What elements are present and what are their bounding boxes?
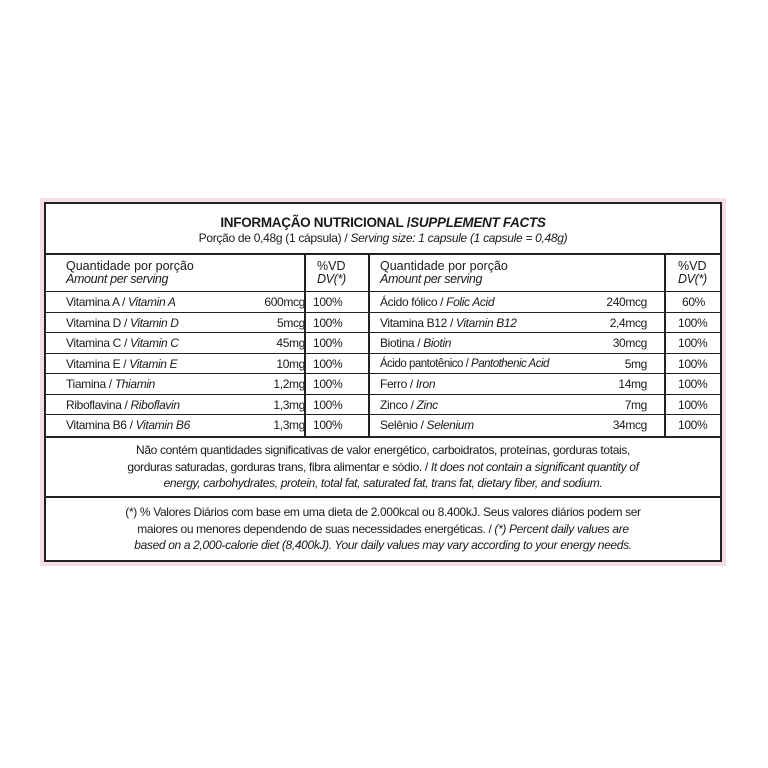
nutrient-name: Vitamina D / Vitamin D [66,315,179,330]
nutrient-name: Ácido pantotênico / Pantothenic Acid [380,357,549,370]
note-line: Não contém quantidades significativas de valor energético, carboidratos, proteínas, gorduras totais, [136,443,630,457]
nutrient-dv: 100% [313,356,343,371]
nutrient-amount: 1,3mg [273,418,305,432]
nutrient-dv: 60% [682,295,705,309]
nutrient-name: Vitamina A / Vitamin A [66,295,176,309]
note-divider [46,496,720,498]
table-row [46,332,720,354]
nutrient-dv: 100% [313,315,343,330]
nutrient-amount: 14mg [618,377,647,391]
facts-title [46,215,720,230]
nutrient-amount: 5mcg [277,315,305,330]
nutrient-name: Ácido fólico / Folic Acid [380,295,495,309]
nutrient-name: Vitamina B12 / Vitamin B12 [380,315,517,330]
nutrient-amount: 2,4mcg [609,315,647,330]
nutrient-amount: 1,2mg [273,377,305,391]
serving-size [46,231,720,245]
qty-header-pt: Quantidade por porção [66,259,194,273]
nutrient-dv: 100% [678,397,708,412]
nutrient-dv: 100% [678,356,708,371]
table-row [46,291,720,313]
dv-header-pt: %VD [317,259,346,273]
title-english: SUPPLEMENT FACTS [410,215,546,230]
note-line: gorduras saturadas, gorduras trans, fibra alimentar e sódio. / It does not contain a significant quantity of [127,459,639,474]
serving-portuguese: Porção de 0,48g (1 cápsula) / [198,231,348,245]
nutrient-name: Vitamina B6 / Vitamin B6 [66,418,190,432]
title-portuguese: INFORMAÇÃO NUTRICIONAL / [220,215,411,230]
nutrient-dv: 100% [313,418,343,432]
dv-header-pt: %VD [678,259,707,273]
nutrient-dv: 100% [313,336,343,350]
table-row [46,414,720,436]
nutrient-dv: 100% [678,377,708,391]
nutrient-name: Biotina / Biotin [380,336,452,350]
nutrient-dv: 100% [678,336,708,350]
note-line: energy, carbohydrates, protein, total fat, saturated fat, trans fat, dietary fiber, and sodium. [163,476,603,490]
dv-header-en: DV(*) [317,272,346,286]
nutrient-name: Zinco / Zinc [380,397,438,412]
nutrient-amount: 1,3mg [273,397,305,412]
nutrient-amount: 600mcg [264,295,305,309]
nutrient-dv: 100% [678,418,708,432]
nutrient-name: Vitamina C / Vitamin C [66,336,179,350]
nutrient-name: Riboflavina / Riboflavin [66,397,180,412]
nutrient-dv: 100% [313,295,343,309]
nutrient-name: Selênio / Selenium [380,418,474,432]
nutrient-amount: 5mg [624,356,647,371]
nutrient-amount: 34mcg [612,418,647,432]
table-row [46,353,720,375]
nutrient-name: Ferro / Iron [380,377,436,391]
note-line: based on a 2,000-calorie diet (8,400kJ). Your daily values may vary according to your energy needs. [134,538,632,552]
nutrient-amount: 30mcg [612,336,647,350]
supplement-facts-panel [44,202,722,562]
nutrient-dv: 100% [313,377,343,391]
table-row [46,312,720,334]
nutrient-table [46,253,720,438]
nutrient-dv: 100% [313,397,343,412]
nutrient-dv: 100% [678,315,708,330]
nutrient-amount: 45mg [276,336,305,350]
nutrient-name: Vitamina E / Vitamin E [66,356,178,371]
label-frame [40,198,726,566]
note-line: maiores ou menores dependendo de suas necessidades energéticas. / (*) Percent daily values are [137,521,629,536]
nutrient-name: Tiamina / Thiamin [66,377,155,391]
qty-header-pt: Quantidade por porção [380,259,508,273]
serving-english: Serving size: 1 capsule (1 capsule = 0,48g) [350,231,568,245]
nutrient-amount: 7mg [624,397,647,412]
nutrient-amount: 240mcg [606,295,647,309]
no-significant-note [46,442,720,492]
qty-header-en: Amount per serving [380,272,483,286]
dv-header-en: DV(*) [678,272,707,286]
table-row [46,394,720,416]
nutrient-amount: 10mg [276,356,305,371]
note-line: (*) % Valores Diários com base em uma dieta de 2.000kcal ou 8.400kJ. Seus valores diários podem ser [125,505,641,519]
table-row [46,373,720,395]
facts-header [46,204,720,245]
qty-header-en: Amount per serving [66,272,169,286]
daily-values-note [46,504,720,554]
